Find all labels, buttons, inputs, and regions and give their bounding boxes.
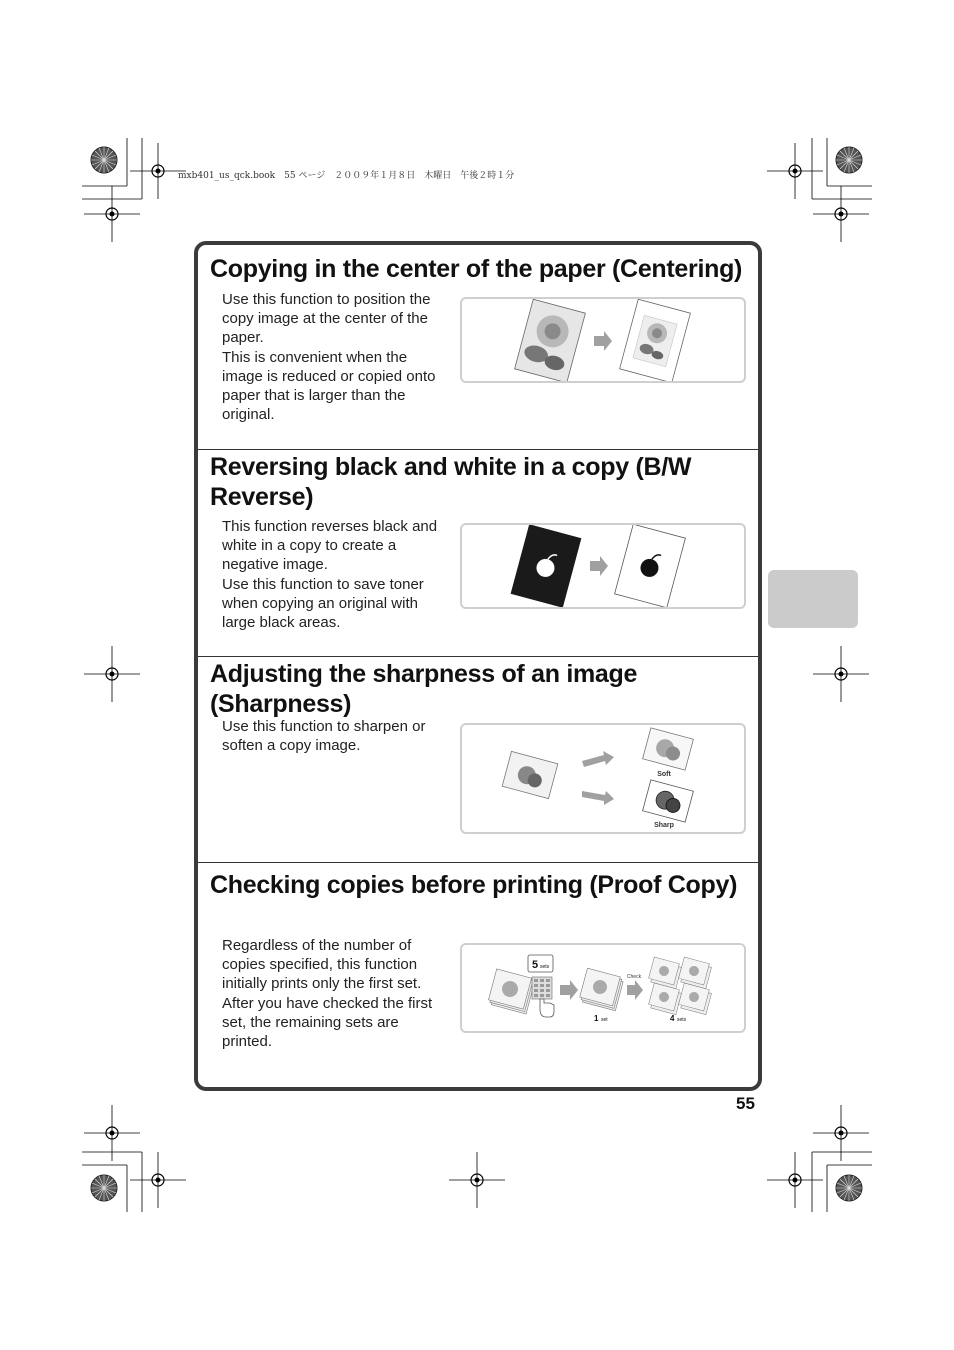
section-title: Checking copies before printing (Proof Copy) xyxy=(210,871,738,899)
remaining-sets-icon xyxy=(648,957,712,1015)
body-paragraph: Use this function to save toner when copying an original with large black areas. xyxy=(222,575,424,632)
section-bw-reverse xyxy=(198,450,758,657)
quantity-number: 5 xyxy=(532,959,539,971)
body-paragraph: This function reverses black and white in a copy to create a negative image. xyxy=(222,518,438,574)
original-apple-page-icon xyxy=(502,751,558,798)
section-title: Copying in the center of the paper (Centering) xyxy=(210,255,743,283)
proof-copy-illustration xyxy=(460,943,746,1033)
body-paragraph: Use this function to position the copy image at the center of the paper. xyxy=(222,291,431,347)
soft-copy-page-icon xyxy=(643,728,694,770)
centered-copy-page-icon xyxy=(620,299,691,381)
section-proof-copy xyxy=(198,863,758,1087)
finger-icon xyxy=(540,999,554,1017)
section-body xyxy=(222,717,450,755)
body-paragraph: Use this function to sharpen or soften a copy image. xyxy=(222,718,426,755)
original-stack-icon xyxy=(487,969,535,1014)
arrow-icon xyxy=(560,980,578,1000)
arrow-icon xyxy=(627,980,643,1000)
bw-reverse-illustration xyxy=(460,523,746,609)
reversed-copy-page-icon xyxy=(615,525,686,607)
section-body xyxy=(222,517,450,632)
section-title: Adjusting the sharpness of an image (Sharpness) xyxy=(210,660,638,718)
sharpness-illustration xyxy=(460,723,746,834)
sharp-label: Sharp xyxy=(654,822,674,829)
first-set-stack-icon xyxy=(579,968,625,1011)
original-page-icon xyxy=(515,299,586,381)
section-sharpness xyxy=(198,657,758,863)
body-paragraph: Regardless of the number of copies specified, this function initially prints only the first set. xyxy=(222,937,422,993)
arrow-icon xyxy=(594,331,612,351)
page-number: 55 xyxy=(736,1094,755,1113)
arrow-up-icon xyxy=(582,751,614,767)
chapter-tab xyxy=(768,570,858,628)
remaining-sets-unit: sets xyxy=(677,1017,687,1023)
check-label: Check xyxy=(626,974,642,980)
section-body xyxy=(222,936,450,1051)
quantity-unit: sets xyxy=(540,964,550,970)
soft-label: Soft xyxy=(657,771,671,778)
arrow-icon xyxy=(590,556,608,576)
remaining-sets-number: 4 xyxy=(670,1014,675,1023)
sharp-copy-page-icon xyxy=(643,780,694,822)
keypad-icon xyxy=(528,955,554,1017)
first-set-number: 1 xyxy=(594,1014,599,1023)
centering-illustration xyxy=(460,297,746,383)
section-title: Reversing black and white in a copy (B/W Reverse) xyxy=(210,453,692,511)
first-set-unit: set xyxy=(601,1017,608,1023)
body-paragraph: After you have checked the first set, the remaining sets are printed. xyxy=(222,994,433,1051)
print-header-file-info: mxb401_us_qck.book 55 ページ ２００９年１月８日 木曜日 午後２時１分 xyxy=(178,171,515,181)
content-frame xyxy=(194,241,762,1091)
section-centering xyxy=(198,245,758,450)
arrow-down-icon xyxy=(582,791,614,805)
black-original-page-icon xyxy=(511,525,582,607)
section-body xyxy=(222,290,450,424)
body-paragraph: This is convenient when the image is reduced or copied onto paper that is larger than the original. xyxy=(222,348,436,424)
